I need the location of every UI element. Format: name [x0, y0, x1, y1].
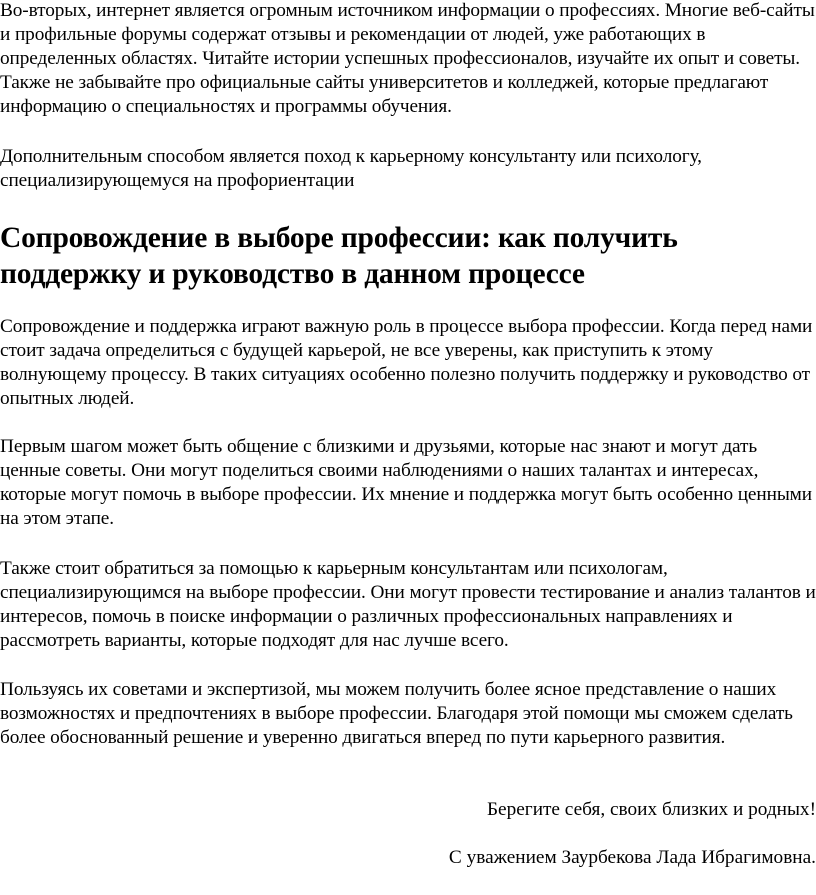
paragraph-family-friends: Первым шагом может быть общение с близкими и друзьями, которые нас знают и могут дать ценные советы. Они могут поделиться своими наблюдениями о наших талантах и интересах, которые могут помочь в выборе профессии. Их мнение и поддержка могут быть особенно ценными на этом этапе. [0, 436, 812, 529]
paragraph-consultants: Также стоит обратиться за помощью к карьерным консультантам или психологам, специализирующимся на выборе профессии. Они могут провести тестирование и анализ талантов и интересов, помочь в поиске информации о различных профессиональных направлениях и рассмотреть варианты, которые подходят для нас лучше всего. [0, 558, 816, 651]
signature-line: С уважением Заурбекова Лада Ибрагимовна. [448, 847, 816, 868]
paragraph-support-role: Сопровождение и поддержка играют важную роль в процессе выбора профессии. Когда перед нами стоит задача определиться с будущей карьерой, не все уверены, как приступить к этому волнующему процессу. В таких ситуациях особенно полезно получить поддержку и руководство от опытных людей. [0, 316, 813, 409]
closing-line: Берегите себя, своих близких и родных! [486, 799, 816, 820]
paragraph-expertise: Пользуясь их советами и экспертизой, мы можем получить более ясное представление о наших возможностях и предпочтениях в выборе профессии. Благодаря этой помощи мы сможем сделать более обоснованный решение и уверенно двигаться вперед по пути карьерного развития. [0, 679, 793, 748]
paragraph-career-consultant: Дополнительным способом является поход к карьерному консультанту или психологу, специализирующемуся на профориентации [0, 146, 702, 191]
section-heading: Сопровождение в выборе профессии: как получить поддержку и руководство в данном процессе [0, 222, 678, 290]
paragraph-internet-sources: Во-вторых, интернет является огромным источником информации о профессиях. Многие веб-сайты и профильные форумы содержат отзывы и рекомендации от людей, уже работающих в определенных областях. Читайте истории успешных профессионалов, изучайте их опыт и советы. Также не забывайте про официальные сайты университетов и колледжей, которые предлагают информацию о специальностях и программы обучения. [0, 0, 815, 117]
